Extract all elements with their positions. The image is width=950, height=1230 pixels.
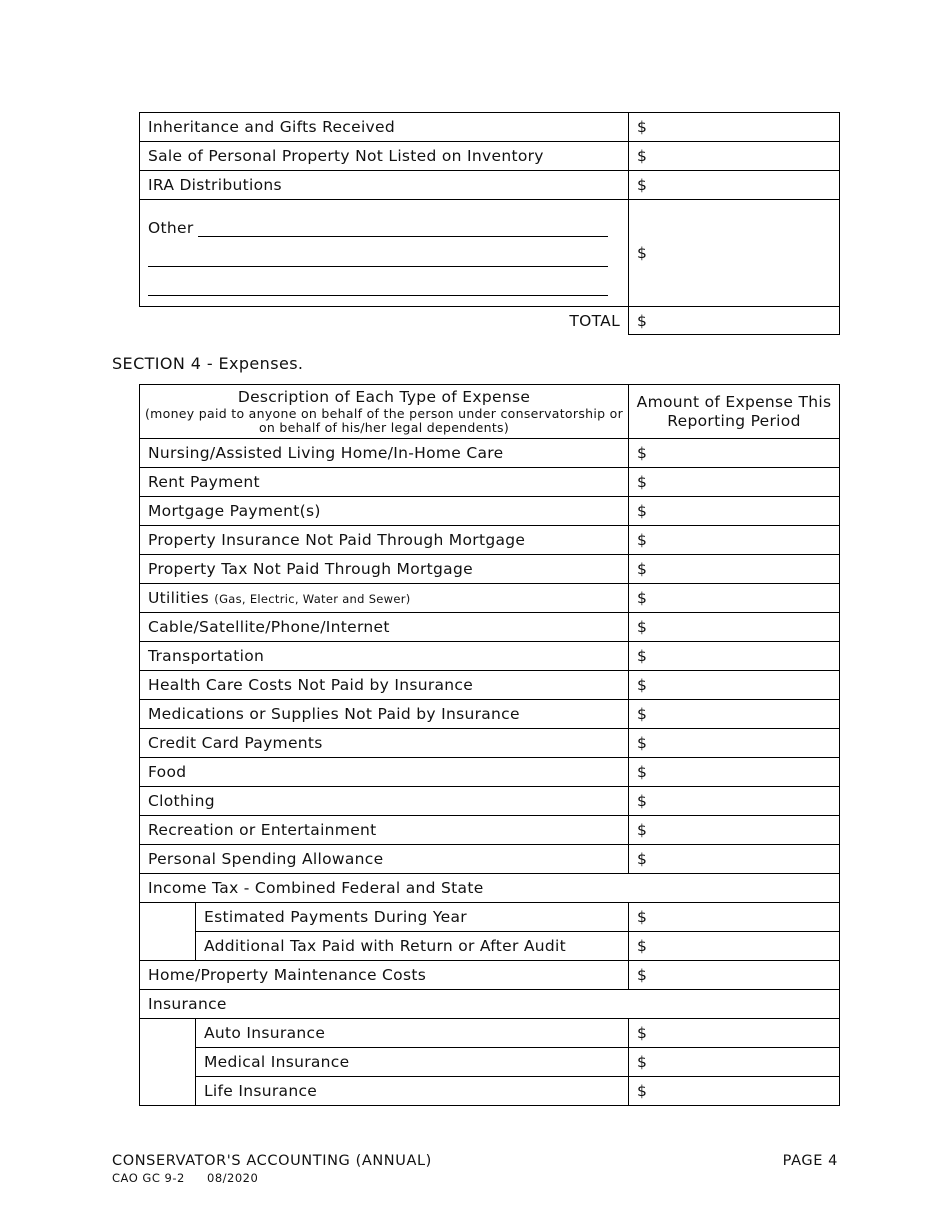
expense-amount-estimated-payments[interactable]: $ [629,903,840,932]
expense-label-additional-tax: Additional Tax Paid with Return or After Audit [196,932,629,961]
expense-label-food: Food [140,758,629,787]
expense-amount-home-maintenance[interactable]: $ [629,961,840,990]
table-row [140,468,840,497]
table-row [140,729,840,758]
expense-label-medications: Medications or Supplies Not Paid by Insurance [140,700,629,729]
footer-title: CONSERVATOR'S ACCOUNTING (ANNUAL) [112,1153,432,1169]
expense-label-auto-insurance: Auto Insurance [196,1019,629,1048]
expenses-table [139,384,840,1106]
table-row [140,497,840,526]
footer-form-code: CAO GC 9-2 [112,1171,185,1185]
expense-label-property-tax: Property Tax Not Paid Through Mortgage [140,555,629,584]
insurance-indent-cell [140,1019,196,1106]
table-row [140,1019,840,1048]
income-amount-other[interactable]: $ [629,200,840,307]
expense-label-rent: Rent Payment [140,468,629,497]
section-4-title: SECTION 4 - Expenses. [112,354,304,373]
table-row [140,1077,840,1106]
expense-label-transportation: Transportation [140,642,629,671]
header-description-title: Description of Each Type of Expense [237,388,531,406]
expense-amount-transportation[interactable]: $ [629,642,840,671]
expense-amount-mortgage[interactable]: $ [629,497,840,526]
income-tax-label: Income Tax - Combined Federal and State [140,874,840,903]
table-row [140,613,840,642]
footer-page-number: PAGE 4 [782,1153,838,1169]
expense-label-home-maintenance: Home/Property Maintenance Costs [140,961,629,990]
expense-label-nursing: Nursing/Assisted Living Home/In-Home Care [140,439,629,468]
total-row [140,307,840,335]
expense-label-utilities-cell [140,584,629,613]
insurance-heading-row [140,990,840,1019]
expense-amount-credit-card[interactable]: $ [629,729,840,758]
header-amount: Amount of Expense This Reporting Period [629,385,840,439]
expense-label-credit-card: Credit Card Payments [140,729,629,758]
table-row [140,787,840,816]
table-row [140,200,840,307]
table-row [140,961,840,990]
expense-amount-life-insurance[interactable]: $ [629,1077,840,1106]
expense-amount-spending-allowance[interactable]: $ [629,845,840,874]
header-description-subtitle: (money paid to anyone on behalf of the person under conservatorship or on behalf of his/her legal dependents) [144,406,624,435]
expense-label-cable: Cable/Satellite/Phone/Internet [140,613,629,642]
table-row [140,142,840,171]
expense-amount-cable[interactable]: $ [629,613,840,642]
expense-label-medical-insurance: Medical Insurance [196,1048,629,1077]
income-table [139,112,840,335]
table-row [140,671,840,700]
table-row [140,932,840,961]
expense-amount-property-insurance[interactable]: $ [629,526,840,555]
expense-amount-property-tax[interactable]: $ [629,555,840,584]
expense-amount-food[interactable]: $ [629,758,840,787]
table-row [140,642,840,671]
expense-label-life-insurance: Life Insurance [196,1077,629,1106]
expense-label-recreation: Recreation or Entertainment [140,816,629,845]
table-row [140,758,840,787]
expense-amount-medications[interactable]: $ [629,700,840,729]
expense-label-utilities: Utilities [148,589,210,607]
expense-amount-clothing[interactable]: $ [629,787,840,816]
expense-amount-rent[interactable]: $ [629,468,840,497]
table-row [140,816,840,845]
table-row [140,555,840,584]
expense-amount-additional-tax[interactable]: $ [629,932,840,961]
income-label-ira: IRA Distributions [140,171,629,200]
income-other-cell [140,200,629,307]
table-row [140,526,840,555]
table-row [140,1048,840,1077]
expense-note-utilities: (Gas, Electric, Water and Sewer) [214,592,411,606]
total-label: TOTAL [569,311,620,330]
table-row [140,584,840,613]
expense-amount-health-care[interactable]: $ [629,671,840,700]
income-amount-sale-property[interactable]: $ [629,142,840,171]
expense-label-estimated-payments: Estimated Payments During Year [196,903,629,932]
expense-amount-nursing[interactable]: $ [629,439,840,468]
table-row [140,903,840,932]
expense-label-property-insurance: Property Insurance Not Paid Through Mortgage [140,526,629,555]
income-amount-inheritance[interactable]: $ [629,113,840,142]
expense-amount-auto-insurance[interactable]: $ [629,1019,840,1048]
income-label-inheritance: Inheritance and Gifts Received [140,113,629,142]
header-description [140,385,629,439]
footer-form-date: 08/2020 [207,1171,259,1185]
expense-label-spending-allowance: Personal Spending Allowance [140,845,629,874]
table-row [140,845,840,874]
insurance-label: Insurance [140,990,840,1019]
table-row [140,439,840,468]
table-row [140,700,840,729]
expense-amount-utilities[interactable]: $ [629,584,840,613]
income-other-label: Other [148,219,194,237]
expenses-header-row [140,385,840,439]
table-row [140,171,840,200]
expense-label-mortgage: Mortgage Payment(s) [140,497,629,526]
expense-label-health-care: Health Care Costs Not Paid by Insurance [140,671,629,700]
other-write-line-1[interactable] [198,236,608,237]
income-label-sale-property: Sale of Personal Property Not Listed on Inventory [140,142,629,171]
other-write-line-2[interactable] [148,266,608,267]
income-tax-indent-cell [140,903,196,961]
expense-label-clothing: Clothing [140,787,629,816]
income-amount-ira[interactable]: $ [629,171,840,200]
other-write-line-3[interactable] [148,295,608,296]
expense-amount-medical-insurance[interactable]: $ [629,1048,840,1077]
table-row [140,113,840,142]
income-tax-heading-row [140,874,840,903]
total-amount[interactable]: $ [629,307,840,335]
expense-amount-recreation[interactable]: $ [629,816,840,845]
